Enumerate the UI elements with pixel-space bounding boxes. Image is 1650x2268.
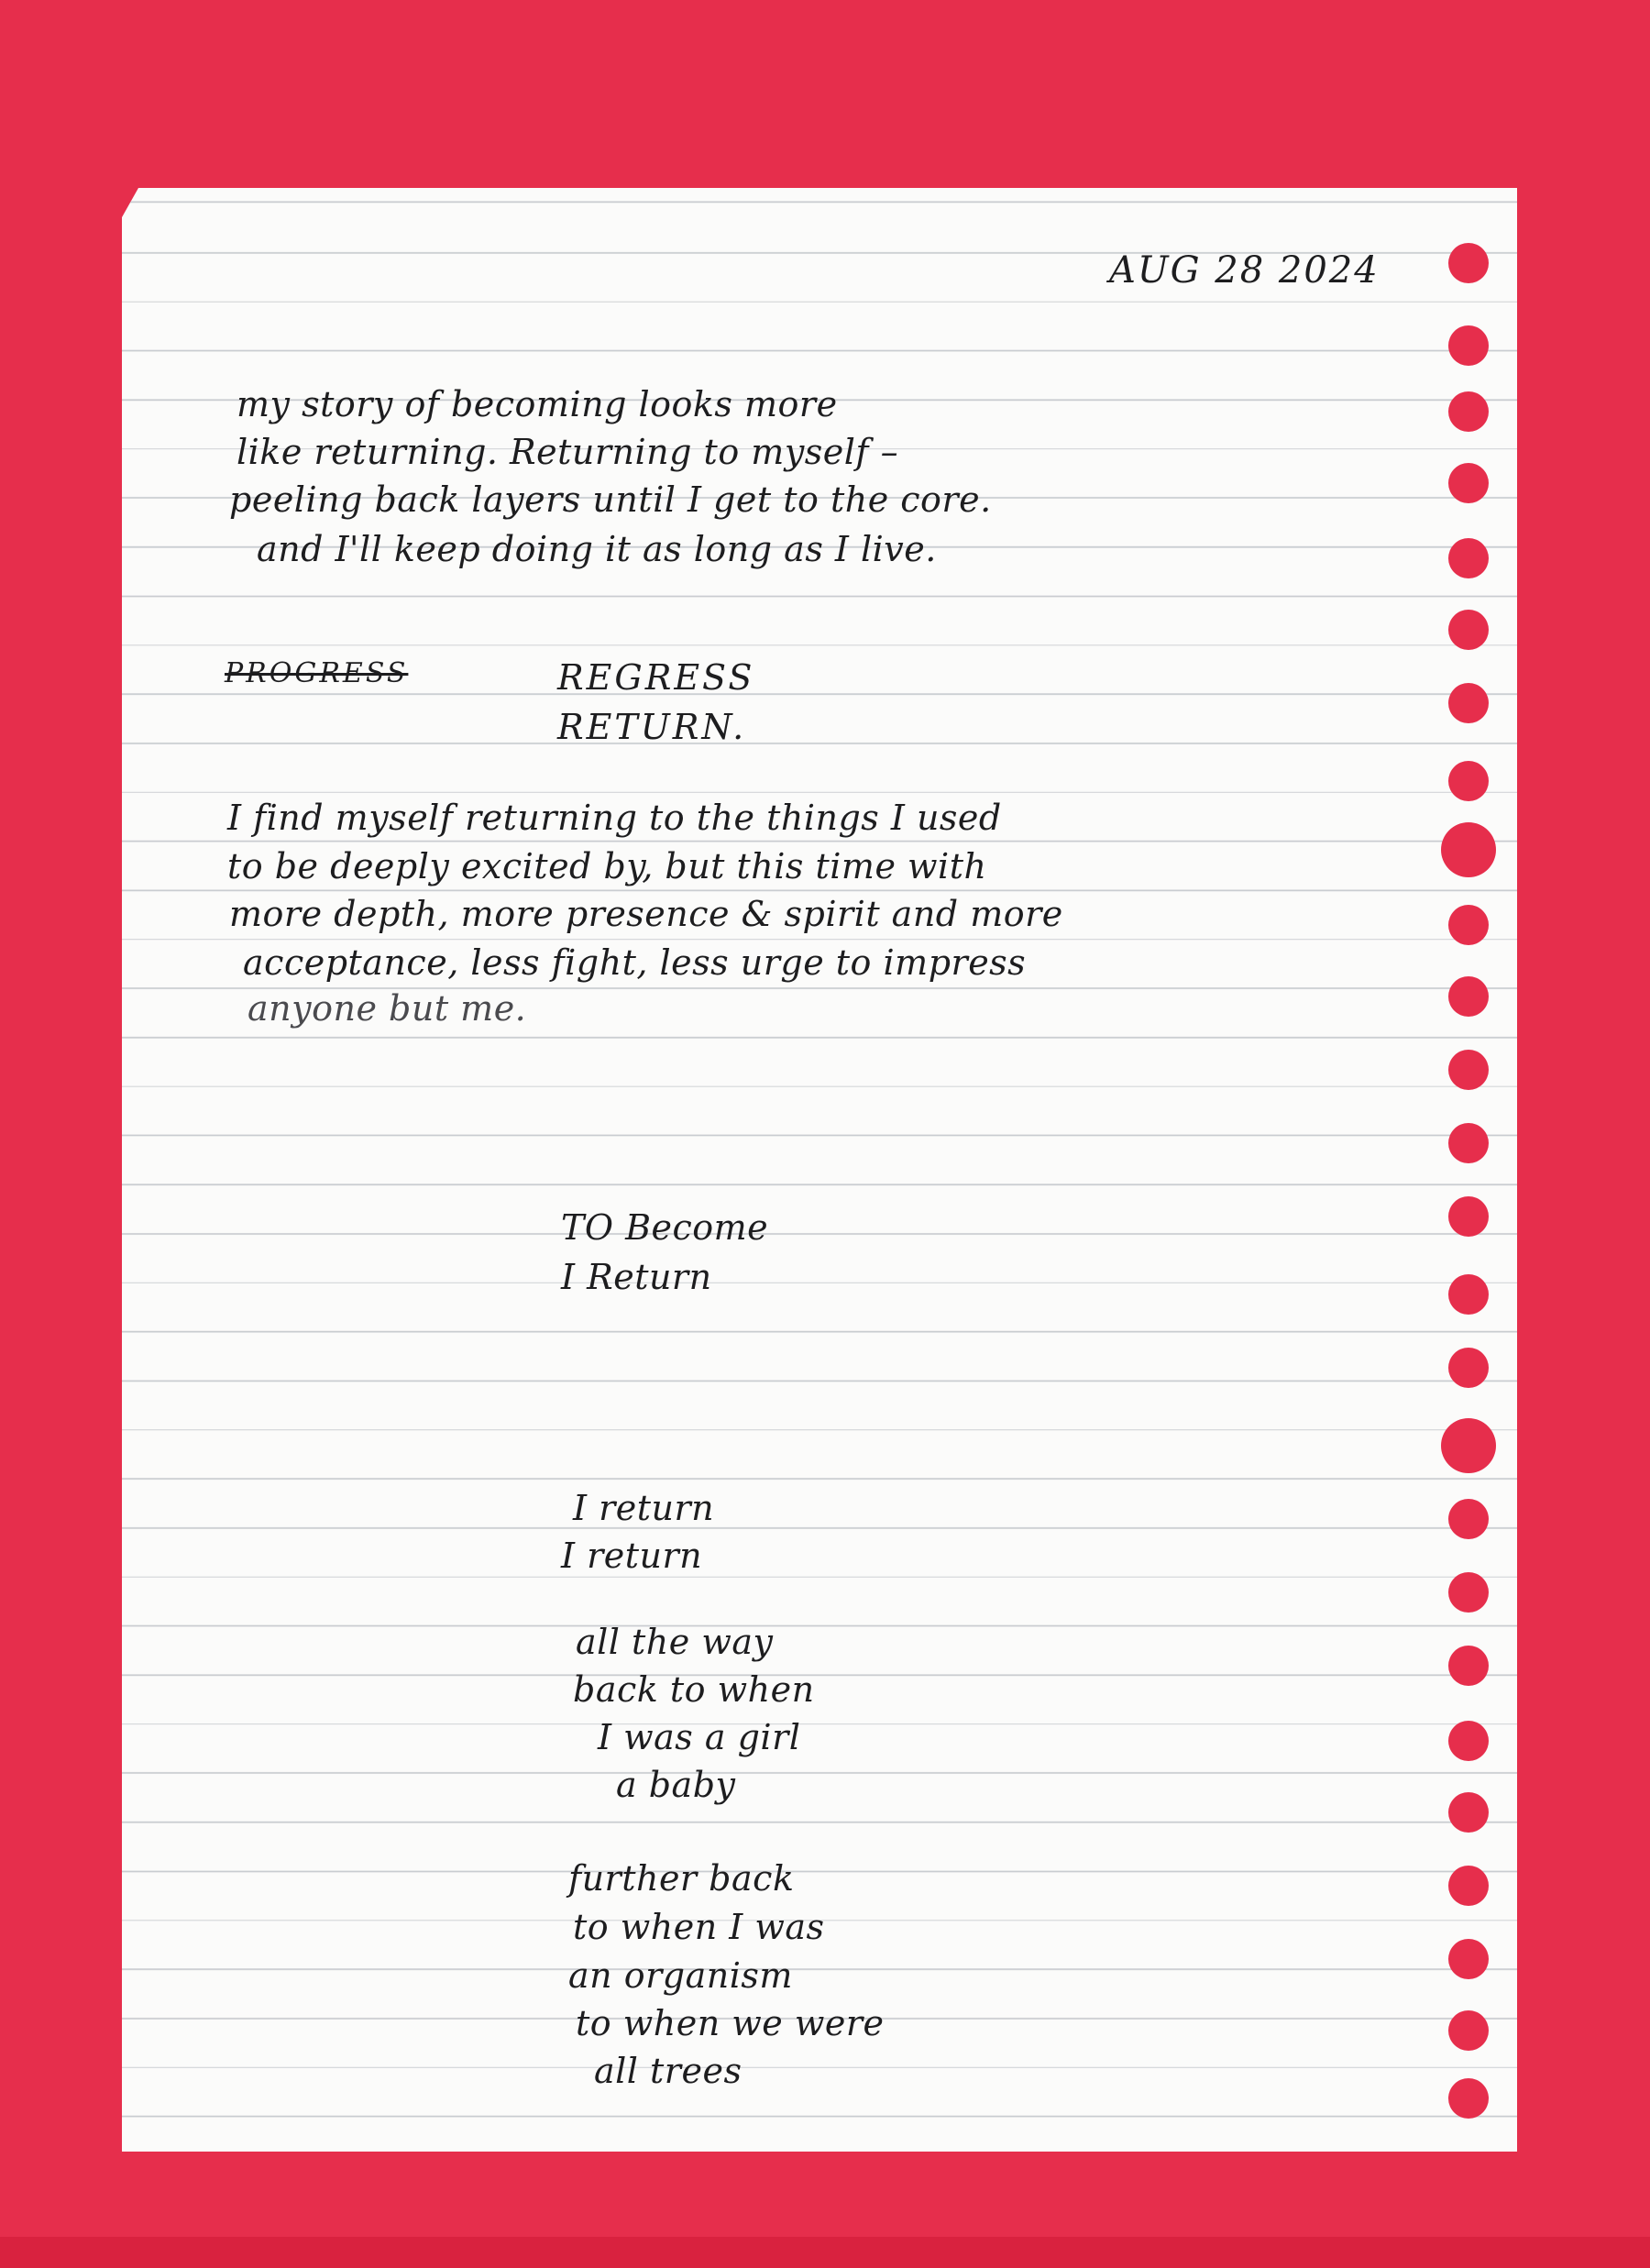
punch-hole bbox=[1448, 391, 1489, 432]
paragraph-line: peeling back layers until I get to the core. bbox=[229, 479, 992, 520]
punch-hole bbox=[1448, 1274, 1489, 1315]
punch-hole bbox=[1448, 1499, 1489, 1539]
poem-line: to when we were bbox=[576, 2003, 885, 2043]
punch-holes bbox=[1448, 243, 1494, 2113]
punch-hole bbox=[1448, 1348, 1489, 1388]
poem-line: further back bbox=[568, 1858, 795, 1899]
punch-hole bbox=[1448, 2078, 1489, 2119]
alternative-word: REGRESS bbox=[557, 657, 755, 698]
punch-hole bbox=[1448, 325, 1489, 366]
paragraph-line: I find myself returning to the things I used bbox=[227, 798, 1002, 838]
punch-hole bbox=[1448, 463, 1489, 503]
entry-date: AUG 28 2024 bbox=[1109, 249, 1380, 292]
punch-hole bbox=[1448, 1050, 1489, 1090]
punch-hole bbox=[1441, 822, 1496, 877]
poem-line: I return bbox=[561, 1536, 703, 1576]
paragraph-line: anyone but me. bbox=[248, 988, 527, 1029]
poem-line: I was a girl bbox=[598, 1717, 801, 1757]
backdrop-edge bbox=[0, 2237, 1650, 2268]
punch-hole bbox=[1448, 976, 1489, 1017]
punch-hole bbox=[1448, 761, 1489, 801]
punch-hole bbox=[1448, 1572, 1489, 1613]
poem-line: a baby bbox=[616, 1765, 736, 1805]
punch-hole bbox=[1448, 1196, 1489, 1237]
poem-line: I return bbox=[573, 1488, 715, 1528]
punch-hole bbox=[1448, 2010, 1489, 2051]
poem-line: to when I was bbox=[573, 1907, 825, 1947]
paragraph-line: to be deeply excited by, but this time with bbox=[227, 846, 987, 886]
punch-hole bbox=[1448, 905, 1489, 945]
punch-hole bbox=[1448, 1939, 1489, 1979]
poem-line: all trees bbox=[594, 2051, 742, 2091]
paragraph-line: and I'll keep doing it as long as I live. bbox=[257, 529, 937, 569]
paragraph-line: my story of becoming looks more bbox=[236, 384, 838, 424]
punch-hole bbox=[1448, 1792, 1489, 1833]
punch-hole bbox=[1448, 243, 1489, 283]
paragraph-line: more depth, more presence & spirit and more bbox=[229, 894, 1063, 934]
punch-hole bbox=[1448, 610, 1489, 650]
paragraph-line: like returning. Returning to myself – bbox=[236, 432, 899, 472]
poem-line: all the way bbox=[576, 1622, 774, 1662]
punch-hole bbox=[1448, 1721, 1489, 1761]
punch-hole bbox=[1448, 1646, 1489, 1686]
poem-line: an organism bbox=[568, 1955, 793, 1996]
punch-hole bbox=[1448, 538, 1489, 578]
punch-hole bbox=[1448, 1866, 1489, 1906]
crossed-out-word: PROGRESS bbox=[225, 657, 409, 689]
punch-hole bbox=[1448, 683, 1489, 723]
poem-line: I Return bbox=[561, 1257, 712, 1297]
punch-hole bbox=[1441, 1418, 1496, 1473]
punch-hole bbox=[1448, 1123, 1489, 1163]
poem-line: back to when bbox=[573, 1669, 815, 1710]
alternative-word: RETURN. bbox=[557, 707, 747, 747]
poem-line: TO Become bbox=[561, 1207, 769, 1248]
paragraph-line: acceptance, less fight, less urge to impress bbox=[243, 942, 1027, 983]
